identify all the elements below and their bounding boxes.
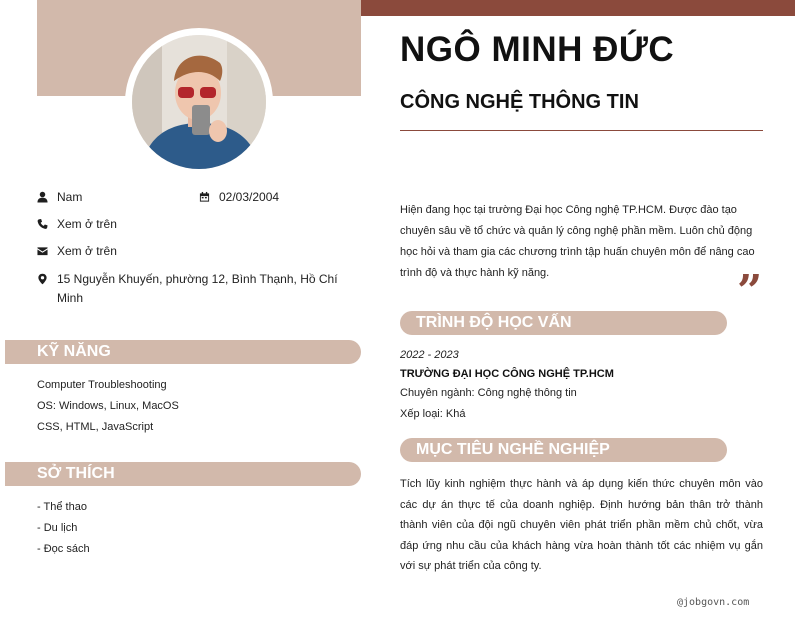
mail-icon — [37, 242, 57, 257]
profile-summary: Hiện đang học tại trường Đại học Công nghệ TP.HCM. Được đào tạo chuyên sâu về tổ chức và quản lý công nghệ phần mềm. Luôn chủ động học hỏi và tham gia các chương trình tập huấn chuyên môn để nâng cao trình độ và thực hành kỹ năng. — [400, 204, 755, 279]
email-value: Xem ở trên — [57, 244, 117, 258]
skill-item: CSS, HTML, JavaScript — [37, 421, 154, 433]
address-value: 15 Nguyễn Khuyến, phường 12, Bình Thạnh, Hồ Chí Minh — [57, 272, 338, 305]
user-icon — [37, 188, 57, 203]
hobby-item: - Đọc sách — [37, 543, 90, 555]
hobbies-section-header — [5, 462, 361, 486]
skills-heading: KỸ NĂNG — [37, 343, 111, 360]
skill-item: OS: Windows, Linux, MacOS — [37, 400, 179, 412]
skill-item: Computer Troubleshooting — [37, 379, 167, 391]
candidate-name: NGÔ MINH ĐỨC — [400, 30, 675, 69]
career-objective-text: Tích lũy kinh nghiệm thực hành và áp dụng kiến thức chuyên môn vào các dự án thực tế của doanh nghiệp. Định hướng bản thân trở thành thành viên của đội ngũ chuyên viên phát triển phần mềm chủ chốt, vừa đáp ứng nhu cầu của khách hàng vừa hoàn thành tốt các nhiệm vụ gắn với sự phát triển của công ty. — [400, 478, 763, 572]
avatar — [132, 35, 266, 169]
hobby-item: - Du lịch — [37, 522, 78, 534]
phone-value: Xem ở trên — [57, 217, 117, 231]
footer-watermark: @jobgovn.com — [677, 597, 750, 608]
education-heading: TRÌNH ĐỘ HỌC VẤN — [416, 314, 572, 331]
email-row — [37, 242, 117, 261]
gender-row — [37, 188, 82, 207]
education-section-header — [400, 311, 727, 335]
education-period: 2022 - 2023 — [400, 349, 459, 361]
top-accent-bar — [361, 0, 795, 16]
quote-icon: ” — [737, 266, 763, 317]
address-row — [37, 270, 357, 308]
location-icon — [37, 270, 57, 285]
education-grade: Xếp loại: Khá — [400, 408, 466, 420]
objective-section-header — [400, 438, 727, 462]
objective-heading: MỤC TIÊU NGHỀ NGHIỆP — [416, 441, 610, 458]
hobbies-heading: SỞ THÍCH — [37, 465, 115, 482]
calendar-icon — [199, 188, 219, 203]
hobby-item: - Thể thao — [37, 501, 87, 513]
birthdate-value: 02/03/2004 — [219, 190, 280, 204]
education-major: Chuyên ngành: Công nghệ thông tin — [400, 387, 577, 399]
phone-row — [37, 215, 117, 234]
education-school: TRƯỜNG ĐẠI HỌC CÔNG NGHỆ TP.HCM — [400, 368, 614, 380]
job-title: CÔNG NGHỆ THÔNG TIN — [400, 91, 639, 113]
gender-value: Nam — [57, 190, 83, 204]
phone-icon — [37, 215, 57, 230]
birthdate-row — [199, 188, 279, 207]
skills-section-header — [5, 340, 361, 364]
title-divider — [400, 130, 763, 131]
